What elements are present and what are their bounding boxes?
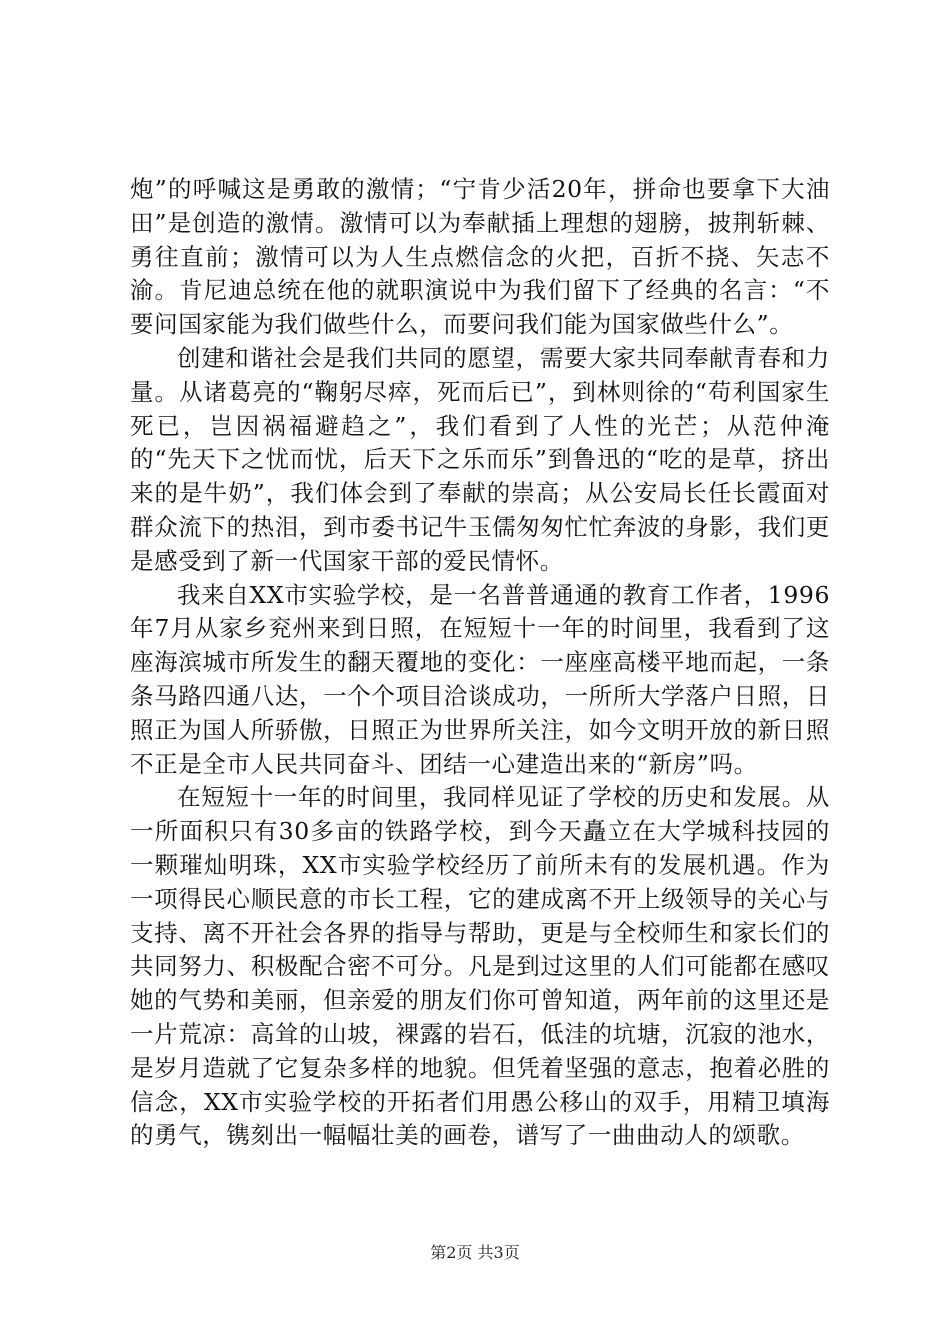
paragraph-2: 创建和谐社会是我们共同的愿望，需要大家共同奉献青春和力量。从诸葛亮的“鞠躬尽瘁，死而后已”，到林则徐的“苟利国家生死已，岂因祸福避趋之”，我们看到了人性的光芒；从范仲淹的“先天下之忧而忧，后天下之乐而乐”到鲁迅的“吃的是草，挤出来的是牛奶”，我们体会到了奉献的崇高；从公安局长任长霞面对群众流下的热泪，到市委书记牛玉儒匆匆忙忙奔波的身影，我们更是感受到了新一代国家干部的爱民情怀。	[130, 343, 830, 575]
document-body	[130, 173, 830, 1153]
paragraph-3: 我来自XX市实验学校，是一名普普通通的教育工作者，1996年7月从家乡兖州来到日照，在短短十一年的时间里，我看到了这座海滨城市所发生的翻天覆地的变化：一座座高楼平地而起，一条条马路四通八达，一个个项目洽谈成功，一所所大学落户日照，日照正为国人所骄傲，日照正为世界所关注，如今文明开放的新日照不正是全市人民共同奋斗、团结一心建造出来的“新房”吗。	[130, 580, 830, 778]
paragraph-1: 炮”的呼喊这是勇敢的激情；“宁肯少活20年，拼命也要拿下大油田”是创造的激情。激情可以为奉献插上理想的翅膀，披荆斩棘、勇往直前；激情可以为人生点燃信念的火把，百折不挠、矢志不渝。肯尼迪总统在他的就职演说中为我们留下了经典的名言：“不要问国家能为我们做些什么，而要问我们能为国家做些什么”。	[130, 175, 830, 339]
paragraph-4: 在短短十一年的时间里，我同样见证了学校的历史和发展。从一所面积只有30多亩的铁路学校，到今天矗立在大学城科技园的一颗璀灿明珠，XX市实验学校经历了前所未有的发展机遇。作为一项得民心顺民意的市长工程，它的建成离不开上级领导的关心与支持、离不开社会各界的指导与帮助，更是与全校师生和家长们的共同努力、积极配合密不可分。凡是到过这里的人们可能都在感叹她的气势和美丽，但亲爱的朋友们你可曾知道，两年前的这里还是一片荒凉：高耸的山坡，裸露的岩石，低洼的坑塘，沉寂的池水，是岁月造就了它复杂多样的地貌。但凭着坚强的意志，抱着必胜的信念，XX市实验学校的开拓者们用愚公移山的双手，用精卫填海的勇气，镌刻出一幅幅壮美的画卷，谱写了一曲曲动人的颂歌。	[130, 783, 830, 1150]
page-footer: 第2页 共3页	[430, 1243, 520, 1262]
